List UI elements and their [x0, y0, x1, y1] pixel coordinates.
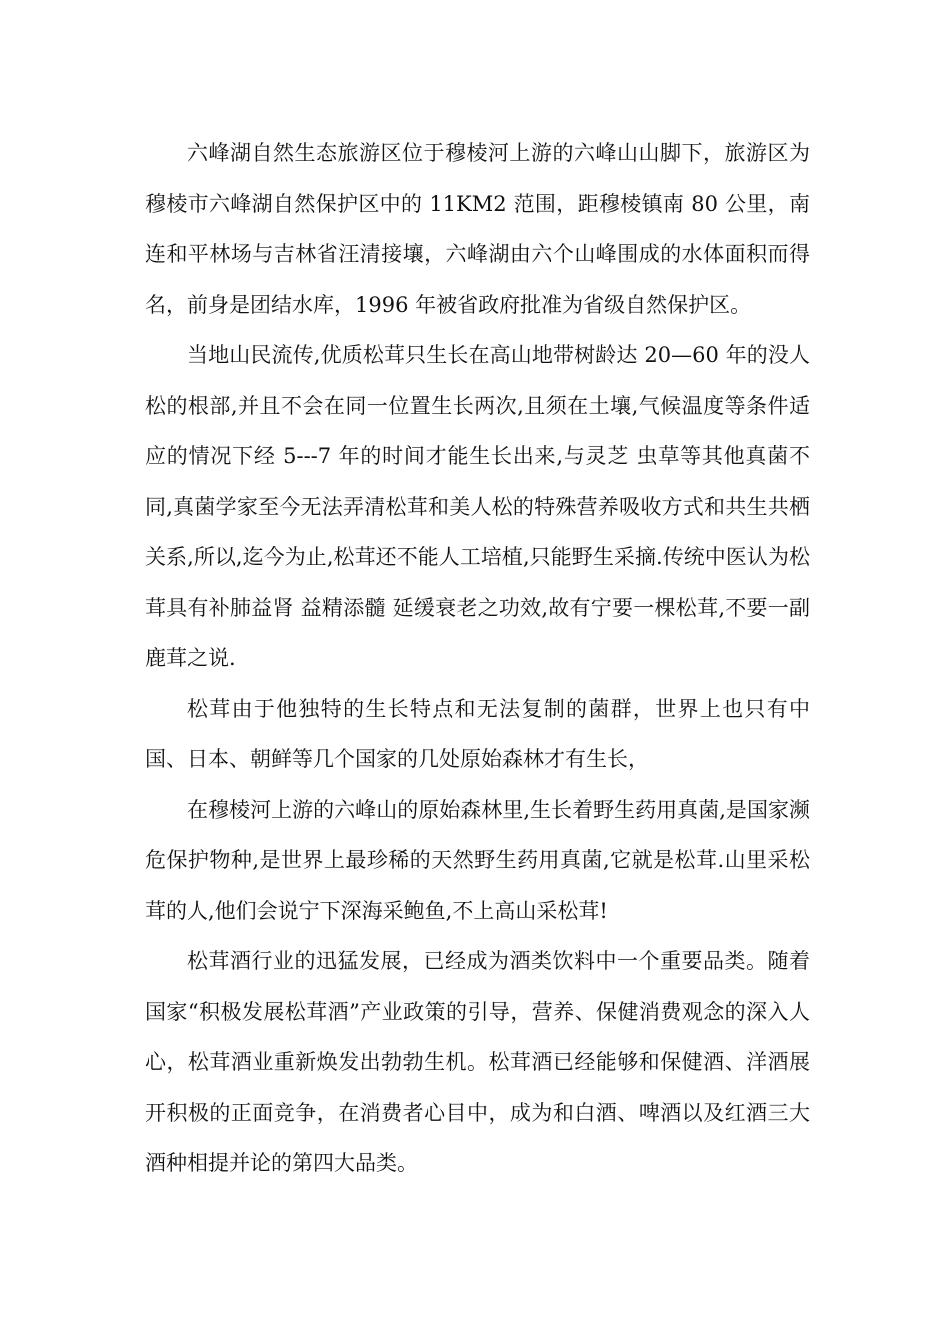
paragraph-primeval-forest: 在穆棱河上游的六峰山的原始森林里,生长着野生药用真菌,是国家濒危保护物种,是世界上最珍稀的天然野生药用真菌,它就是松茸.山里采松茸的人,他们会说宁下深海采鲍鱼,不上高山采松茸! [145, 797, 810, 923]
paragraph-matsutake-wine: 松茸酒行业的迅猛发展，已经成为酒类饮料中一个重要品类。随着国家“积极发展松茸酒”产业政策的引导，营养、保健消费观念的深入人心，松茸酒业重新焕发出勃勃生机。松茸酒已经能够和保健酒、洋酒展开积极的正面竞争，在消费者心目中，成为和白酒、啤酒以及红酒三大酒种相提并论的第四大品类。 [145, 949, 810, 1175]
paragraph-matsutake-growth: 当地山民流传,优质松茸只生长在高山地带树龄达 20—60 年的没人松的根部,并且不会在同一位置生长两次,且须在土壤,气候温度等条件适应的情况下经 5---7 年的时间才能生长出来,与灵芝 虫草等其他真菌不同,真菌学家至今无法弄清松茸和美人松的特殊营养吸收方式和共生共栖关系,所以,迄今为止,松茸还不能人工培植,只能野生采摘.传统中医认为松茸具有补肺益肾 益精添髓 延缓衰老之功效,故有宁要一棵松茸,不要一副鹿茸之说. [145, 343, 810, 670]
paragraph-matsutake-distribution: 松茸由于他独特的生长特点和无法复制的菌群，世界上也只有中国、日本、朝鲜等几个国家的几处原始森林才有生长， [145, 696, 810, 771]
document-body [145, 128, 810, 1189]
paragraph-liufeng-lake: 六峰湖自然生态旅游区位于穆棱河上游的六峰山山脚下，旅游区为穆棱市六峰湖自然保护区中的 11KM2 范围，距穆棱镇南 80 公里，南连和平林场与吉林省汪清接壤，六峰湖由六个山峰围成的水体面积而得名，前身是团结水库，1996 年被省政府批准为省级自然保护区。 [145, 141, 810, 317]
